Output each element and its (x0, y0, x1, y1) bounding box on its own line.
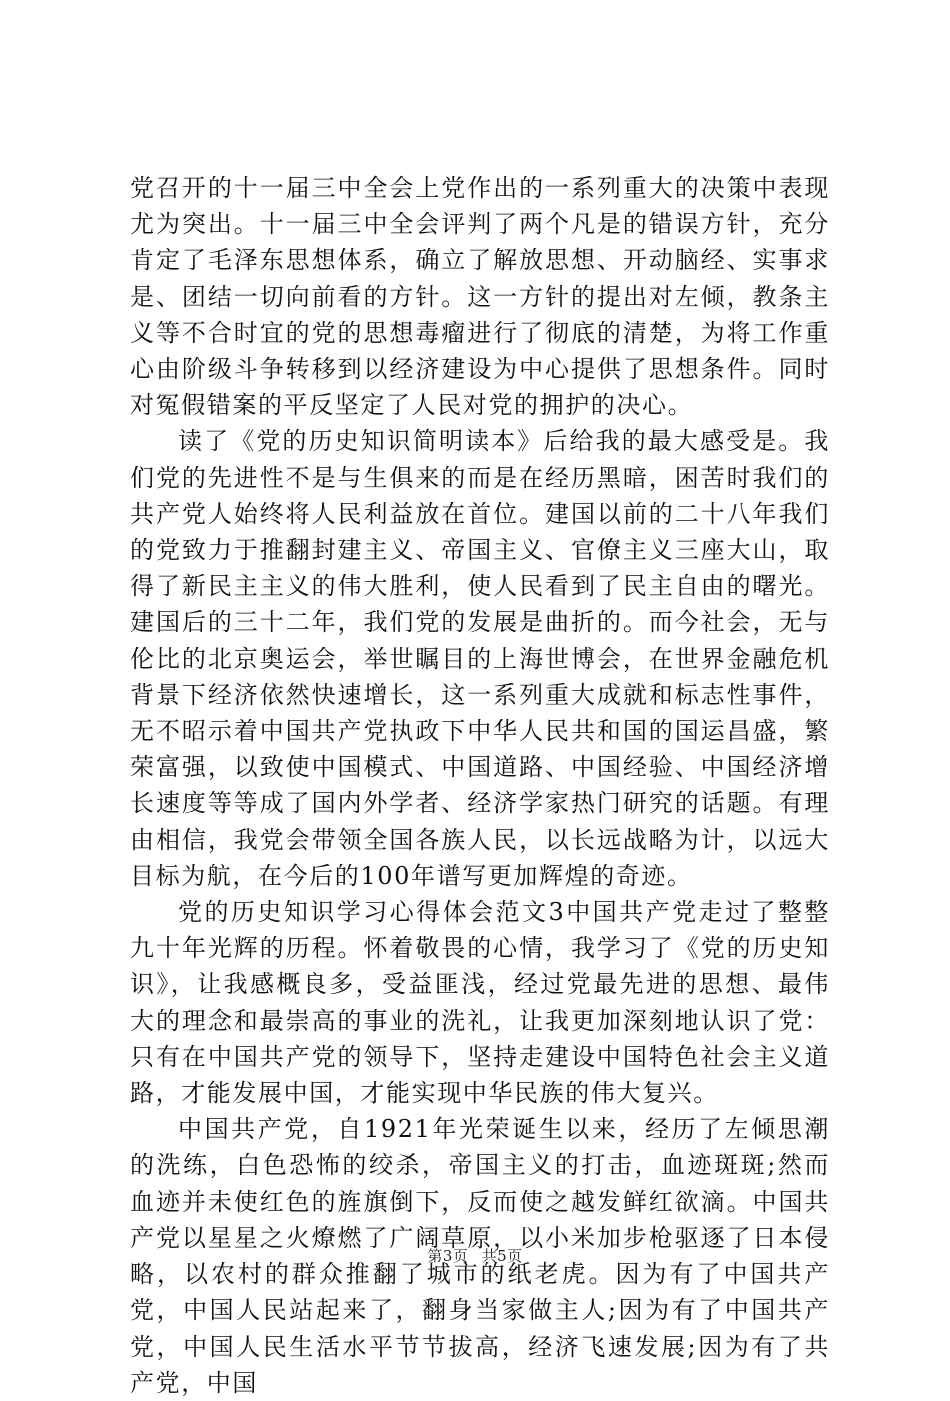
page-number: 第3页 (427, 1247, 469, 1265)
paragraph-3: 党的历史知识学习心得体会范文3中国共产党走过了整整九十年光辉的历程。怀着敬畏的心情，我学习了《党的历史知识》，让我感概良多，受益匪浅，经过党最先进的思想、最伟大的理念和最崇高的事业的洗礼，让我更加深刻地认识了党：只有在中国共产党的领导下，坚持走建设中国特色社会主义道路，才能发展中国，才能实现中华民族的伟大复兴。 (130, 898, 830, 1108)
paragraph-2: 读了《党的历史知识简明读本》后给我的最大感受是。我们党的先进性不是与生俱来的而是在经历黑暗，困苦时我们的共产党人始终将人民利益放在首位。建国以前的二十八年我们的党致力于推翻封建主义、帝国主义、官僚主义三座大山，取得了新民主主义的伟大胜利，使人民看到了民主自由的曙光。建国后的三十二年，我们党的发展是曲折的。而今社会，无与伦比的北京奥运会，举世瞩目的上海世博会，在世界金融危机背景下经济依然快速增长，这一系列重大成就和标志性事件，无不昭示着中国共产党执政下中华人民共和国的国运昌盛，繁荣富强，以致使中国模式、中国道路、中国经验、中国经济增长速度等等成了国内外学者、经济学家热门研究的话题。有理由相信，我党会带领全国各族人民，以长远战略为计，以远大目标为航，在今后的100年谱写更加辉煌的奇迹。 (130, 427, 830, 890)
paragraph-4: 中国共产党，自1921年光荣诞生以来，经历了左倾思潮的洗练，白色恐怖的绞杀，帝国主义的打击，血迹斑斑;然而血迹并未使红色的旌旗倒下，反而使之越发鲜红欲滴。中国共产党以星星之火燎燃了广阔草原，以小米加步枪驱逐了日本侵略，以农村的群众推翻了城市的纸老虎。因为有了中国共产党，中国人民站起来了，翻身当家做主人;因为有了中国共产党，中国人民生活水平节节拔高，经济飞速发展;因为有了共产党，中国 (130, 1115, 830, 1397)
paragraph-1: 党召开的十一届三中全会上党作出的一系列重大的决策中表现尤为突出。十一届三中全会评判了两个凡是的错误方针，充分肯定了毛泽东思想体系，确立了解放思想、开动脑经、实事求是、团结一切向前看的方针。这一方针的提出对左倾，教条主义等不合时宜的党的思想毒瘤进行了彻底的清楚，为将工作重心由阶级斗争转移到以经济建设为中心提供了思想条件。同时对冤假错案的平反坚定了人民对党的拥护的决心。 (130, 174, 830, 420)
document-body (130, 170, 830, 1401)
page-footer (0, 1245, 950, 1266)
page-total: 共5页 (481, 1247, 523, 1265)
